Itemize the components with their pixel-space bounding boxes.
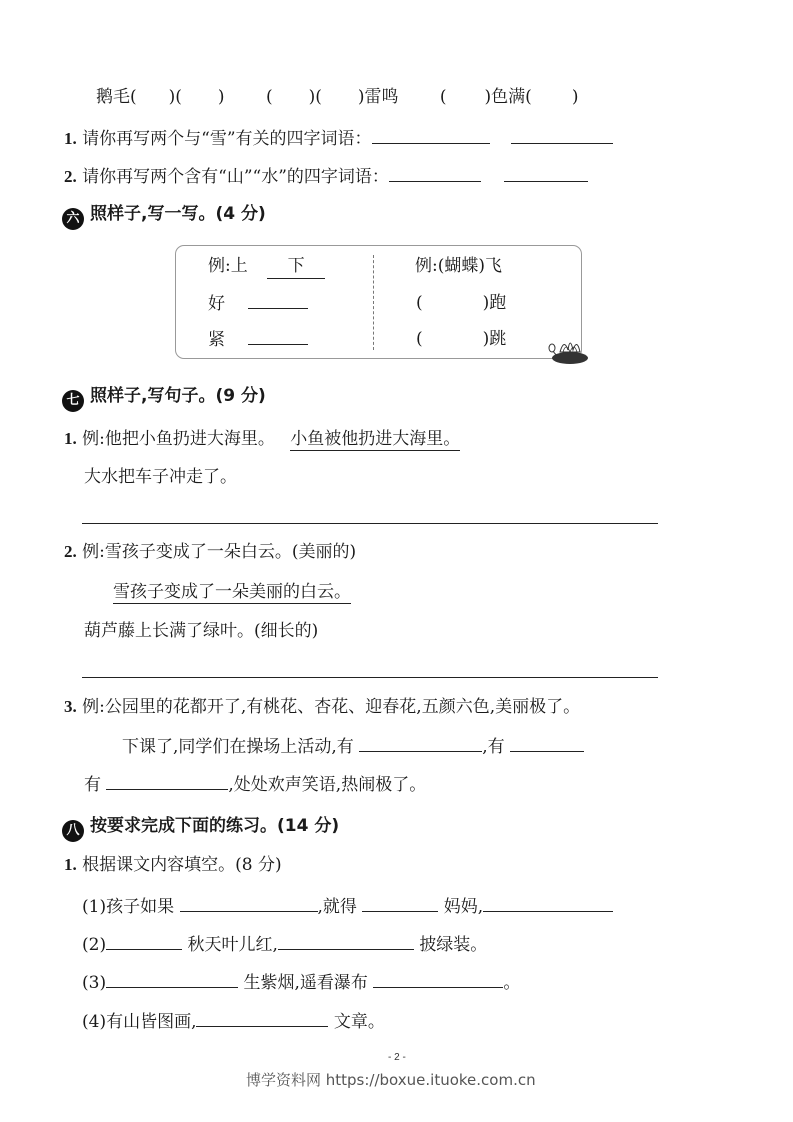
question-number: 2. bbox=[64, 542, 77, 561]
idiom-2-mid: )( bbox=[308, 87, 322, 107]
section-title: 按要求完成下面的练习。(14 分) bbox=[90, 816, 340, 836]
prompt-sentence: 大水把车子冲走了。 bbox=[84, 467, 237, 487]
answer-blank[interactable] bbox=[510, 735, 584, 752]
s7-q3-example bbox=[64, 696, 580, 718]
example-label: 例:上 bbox=[208, 256, 248, 276]
s7-q2-example-answer bbox=[113, 581, 351, 603]
answer-blank[interactable] bbox=[106, 971, 238, 988]
example-answer: 小鱼被他扔进大海里。 bbox=[290, 429, 461, 449]
answer-blank[interactable] bbox=[504, 165, 588, 182]
prompt-text: 有 bbox=[84, 775, 101, 795]
idiom-2-end: )雷鸣 bbox=[357, 87, 399, 107]
prompt-text: ,处处欢声笑语,热闹极了。 bbox=[228, 775, 427, 795]
antonym-row bbox=[208, 328, 308, 351]
item-text: (1)孩子如果 bbox=[82, 897, 175, 917]
question-number: 1. bbox=[64, 429, 77, 448]
section-7-heading bbox=[62, 385, 266, 412]
antonym-blank[interactable] bbox=[248, 328, 308, 345]
example-answer: 下 bbox=[267, 255, 325, 279]
example-sentence: 例:公园里的花都开了,有桃花、杏花、迎春花,五颜六色,美丽极了。 bbox=[82, 697, 581, 717]
idiom-1-end: ) bbox=[217, 87, 225, 107]
item-text: (4)有山皆图画, bbox=[82, 1012, 197, 1032]
prompt-sentence: 葫芦藤上长满了绿叶。(细长的) bbox=[84, 621, 319, 641]
open-paren: ( bbox=[416, 293, 423, 313]
idiom-1-mid: )( bbox=[168, 87, 182, 107]
answer-blank[interactable] bbox=[278, 933, 414, 950]
question-snow-idioms bbox=[64, 127, 613, 150]
answer-blank[interactable] bbox=[106, 773, 228, 790]
s7-q2-answer-line[interactable] bbox=[82, 677, 658, 678]
s8-q1-title bbox=[64, 854, 282, 876]
question-mountain-water-idioms bbox=[64, 165, 588, 188]
item-text: 生紫烟,遥看瀑布 bbox=[243, 973, 368, 993]
s7-q3-line2 bbox=[84, 773, 426, 796]
lotus-icon bbox=[546, 330, 590, 366]
idiom-fill-row bbox=[96, 86, 578, 108]
item-text: 文章。 bbox=[333, 1012, 385, 1032]
antonym-word: 好 bbox=[208, 294, 225, 314]
question-text: 请你再写两个与“雪”有关的四字词语： bbox=[82, 129, 372, 149]
section-6-heading bbox=[62, 203, 266, 230]
example-answer: 雪孩子变成了一朵美丽的白云。 bbox=[113, 582, 351, 602]
item-text: 秋天叶儿红, bbox=[187, 935, 278, 955]
answer-blank[interactable] bbox=[372, 127, 490, 144]
section-badge: 六 bbox=[62, 208, 84, 230]
item-text: 。 bbox=[503, 973, 521, 993]
s8-item-1 bbox=[82, 895, 613, 918]
antonym-blank[interactable] bbox=[248, 292, 308, 309]
idiom-1-start: 鹅毛( bbox=[96, 87, 137, 107]
section-badge: 八 bbox=[62, 820, 84, 842]
answer-blank[interactable] bbox=[511, 127, 613, 144]
prompt-text: ,有 bbox=[482, 737, 505, 757]
section-title: 照样子,写句子。(9 分) bbox=[90, 386, 266, 406]
answer-blank[interactable] bbox=[389, 165, 481, 182]
item-text: (2) bbox=[82, 935, 107, 955]
item-text: 披绿装。 bbox=[419, 935, 488, 955]
s7-q2-example bbox=[64, 541, 356, 563]
idiom-3-start: ( bbox=[439, 87, 447, 107]
idiom-3-mid: )色满( bbox=[484, 87, 532, 107]
open-paren: ( bbox=[416, 329, 423, 349]
question-number: 2. bbox=[64, 167, 77, 186]
question-number: 1. bbox=[64, 129, 77, 148]
example-text: 例:(蝴蝶)飞 bbox=[415, 256, 502, 276]
answer-blank[interactable] bbox=[373, 971, 503, 988]
section-badge: 七 bbox=[62, 390, 84, 412]
section-8-heading bbox=[62, 815, 339, 842]
answer-blank[interactable] bbox=[106, 933, 182, 950]
antonym-word: 紧 bbox=[208, 330, 225, 350]
example-sentence: 例:雪孩子变成了一朵白云。(美丽的) bbox=[82, 542, 357, 562]
question-text: 请你再写两个含有“山”“水”的四字词语： bbox=[82, 167, 389, 187]
verb-word: )跳 bbox=[482, 329, 507, 349]
s8-item-2 bbox=[82, 933, 487, 956]
answer-blank[interactable] bbox=[362, 895, 438, 912]
s7-q1-answer-line[interactable] bbox=[82, 523, 658, 524]
item-text: 妈妈, bbox=[443, 897, 484, 917]
idiom-3-end: ) bbox=[571, 87, 579, 107]
watermark: 博学资料网 https://boxue.ituoke.com.cn bbox=[246, 1071, 536, 1089]
verb-row bbox=[416, 292, 506, 314]
answer-blank[interactable] bbox=[196, 1010, 328, 1027]
question-number: 3. bbox=[64, 697, 77, 716]
answer-blank[interactable] bbox=[483, 895, 613, 912]
example-sentence: 例:他把小鱼扔进大海里。 bbox=[82, 429, 275, 449]
s8-item-3 bbox=[82, 971, 520, 994]
antonym-example bbox=[208, 255, 325, 279]
answer-blank[interactable] bbox=[180, 895, 318, 912]
question-text: 根据课文内容填空。(8 分) bbox=[82, 855, 282, 875]
antonym-row bbox=[208, 292, 308, 315]
verb-row bbox=[416, 328, 506, 350]
idiom-2-start: ( bbox=[265, 87, 273, 107]
prompt-text: 下课了,同学们在操场上活动,有 bbox=[122, 737, 354, 757]
s7-q1-example bbox=[64, 428, 460, 450]
s8-item-4 bbox=[82, 1010, 385, 1033]
s7-q3-line1 bbox=[122, 735, 584, 758]
item-text: (3) bbox=[82, 973, 107, 993]
question-number: 1. bbox=[64, 855, 77, 874]
verb-word: )跑 bbox=[482, 293, 507, 313]
item-text: ,就得 bbox=[317, 897, 357, 917]
answer-blank[interactable] bbox=[359, 735, 482, 752]
page-number: - 2 - bbox=[388, 1052, 406, 1063]
box-divider bbox=[373, 255, 374, 350]
s7-q1-prompt bbox=[84, 466, 237, 488]
verb-example bbox=[415, 255, 502, 277]
s7-q2-prompt bbox=[84, 620, 318, 642]
section-title: 照样子,写一写。(4 分) bbox=[90, 204, 266, 224]
